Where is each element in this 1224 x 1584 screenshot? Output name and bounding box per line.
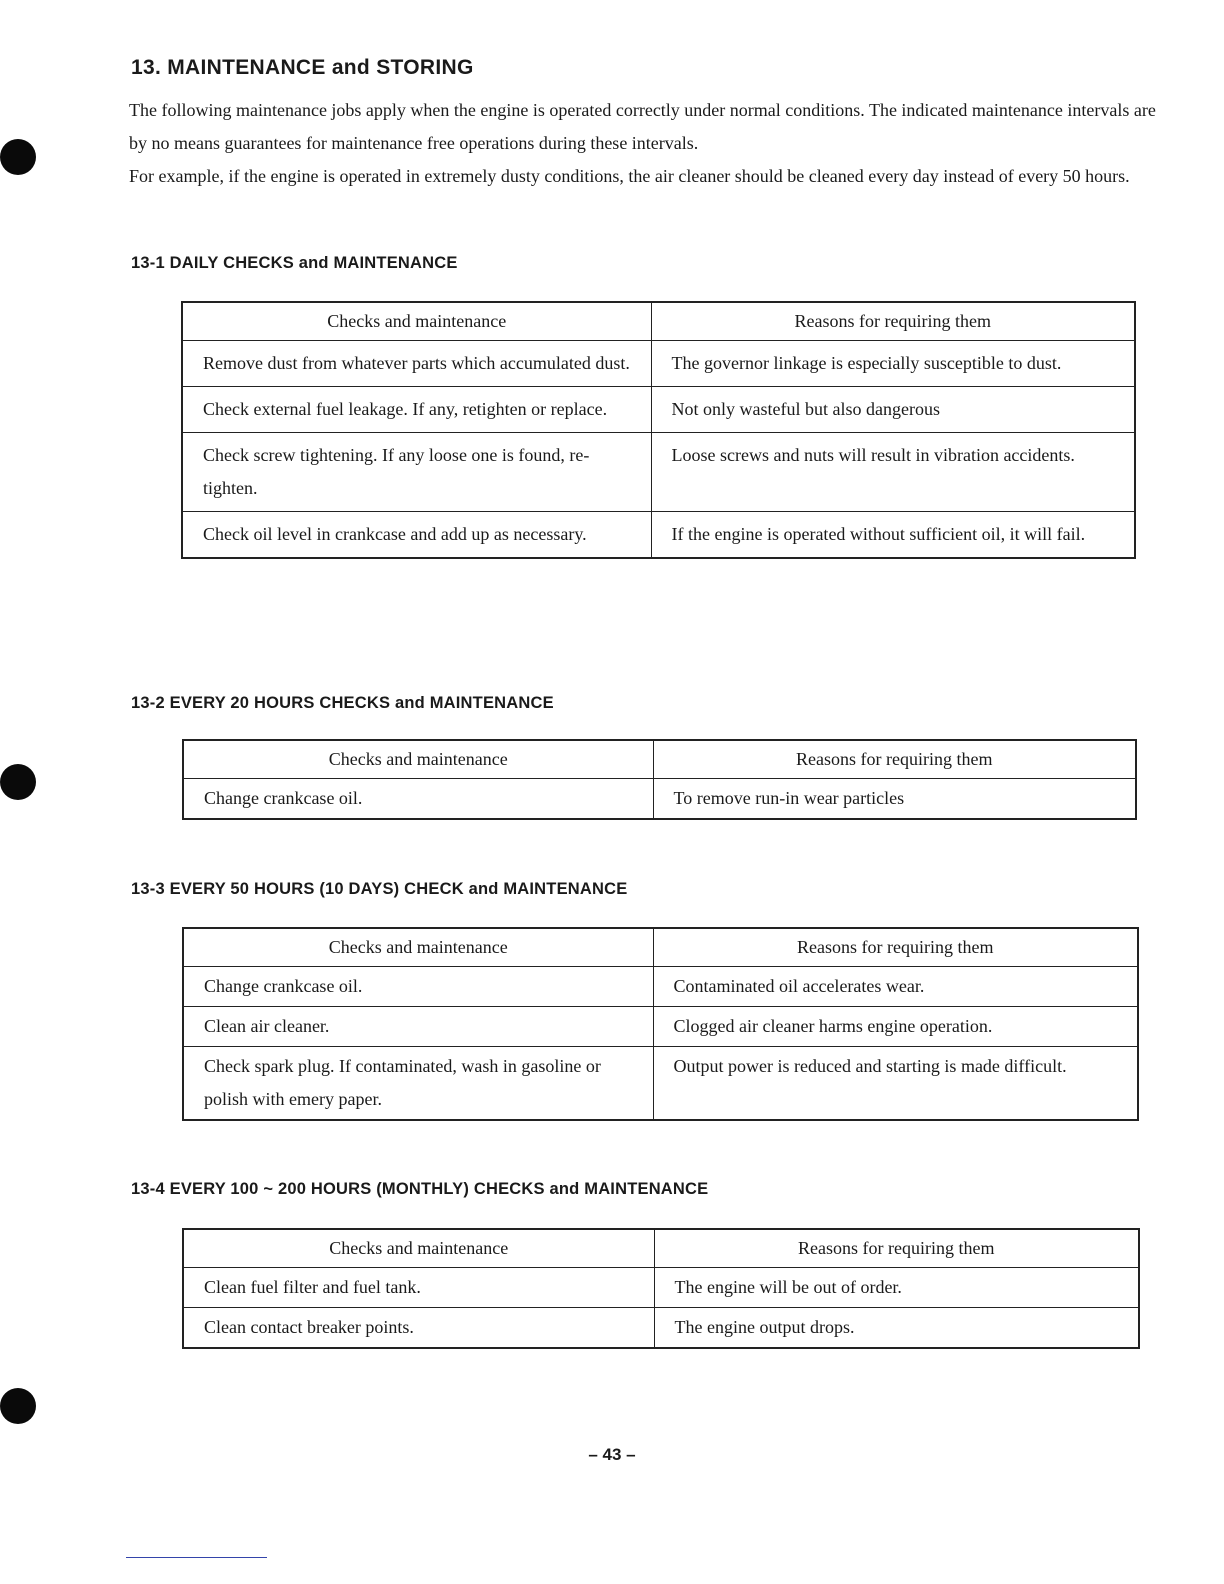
table-cell: The governor linkage is especially susceptible to dust.	[651, 341, 1135, 387]
binder-hole	[0, 764, 36, 800]
table-header-row	[183, 928, 1138, 967]
table-row	[183, 1007, 1138, 1047]
table-cell: Output power is reduced and starting is made difficult.	[653, 1047, 1138, 1121]
table-cell: To remove run-in wear particles	[653, 779, 1136, 820]
table-cell: Clean contact breaker points.	[183, 1308, 654, 1349]
table-row	[183, 1308, 1139, 1349]
table-header-row	[182, 302, 1135, 341]
table-cell: Check external fuel leakage. If any, retighten or replace.	[182, 387, 651, 433]
intro-paragraph: For example, if the engine is operated in extremely dusty conditions, the air cleaner should be cleaned every day instead of every 50 hours.	[129, 166, 1130, 186]
maintenance-table	[182, 1228, 1140, 1349]
table-row	[183, 1268, 1139, 1308]
binder-hole	[0, 1388, 36, 1424]
table-row	[182, 433, 1135, 512]
intro-text	[129, 94, 1159, 193]
table-cell: If the engine is operated without sufficient oil, it will fail.	[651, 512, 1135, 559]
table-row	[182, 512, 1135, 559]
binder-hole	[0, 139, 36, 175]
table-header-row	[183, 740, 1136, 779]
table-cell: The engine will be out of order.	[654, 1268, 1139, 1308]
column-header: Reasons for requiring them	[653, 740, 1136, 779]
table-cell: The engine output drops.	[654, 1308, 1139, 1349]
table-cell: Clean air cleaner.	[183, 1007, 653, 1047]
column-header: Checks and maintenance	[183, 1229, 654, 1268]
table-cell: Clean fuel filter and fuel tank.	[183, 1268, 654, 1308]
table-cell: Check spark plug. If contaminated, wash in gasoline or polish with emery paper.	[183, 1047, 653, 1121]
footer-rule	[126, 1557, 267, 1558]
table-row	[183, 779, 1136, 820]
page-title: 13. MAINTENANCE and STORING	[131, 56, 474, 79]
table-header-row	[183, 1229, 1139, 1268]
column-header: Checks and maintenance	[183, 928, 653, 967]
maintenance-table	[181, 301, 1136, 559]
maintenance-table	[182, 739, 1137, 820]
table-cell: Remove dust from whatever parts which accumulated dust.	[182, 341, 651, 387]
maintenance-table	[182, 927, 1139, 1121]
table-cell: Contaminated oil accelerates wear.	[653, 967, 1138, 1007]
table-row	[183, 1047, 1138, 1121]
table-cell: Check oil level in crankcase and add up as necessary.	[182, 512, 651, 559]
table-row	[182, 341, 1135, 387]
column-header: Reasons for requiring them	[651, 302, 1135, 341]
section-heading: 13-1 DAILY CHECKS and MAINTENANCE	[131, 254, 458, 272]
table-cell: Check screw tightening. If any loose one is found, re-tighten.	[182, 433, 651, 512]
column-header: Checks and maintenance	[182, 302, 651, 341]
section-heading: 13-4 EVERY 100 ~ 200 HOURS (MONTHLY) CHECKS and MAINTENANCE	[131, 1180, 709, 1198]
table-cell: Not only wasteful but also dangerous	[651, 387, 1135, 433]
column-header: Reasons for requiring them	[654, 1229, 1139, 1268]
table-cell: Change crankcase oil.	[183, 967, 653, 1007]
table-cell: Loose screws and nuts will result in vibration accidents.	[651, 433, 1135, 512]
section-heading: 13-3 EVERY 50 HOURS (10 DAYS) CHECK and MAINTENANCE	[131, 880, 628, 898]
table-cell: Change crankcase oil.	[183, 779, 653, 820]
table-cell: Clogged air cleaner harms engine operation.	[653, 1007, 1138, 1047]
column-header: Reasons for requiring them	[653, 928, 1138, 967]
table-row	[182, 387, 1135, 433]
intro-paragraph: The following maintenance jobs apply when the engine is operated correctly under normal conditions. The indicated maintenance intervals are by no means guarantees for maintenance free operations during these intervals.	[129, 100, 1156, 153]
section-heading: 13-2 EVERY 20 HOURS CHECKS and MAINTENANCE	[131, 694, 554, 712]
page-number: – 43 –	[588, 1445, 636, 1464]
column-header: Checks and maintenance	[183, 740, 653, 779]
table-row	[183, 967, 1138, 1007]
